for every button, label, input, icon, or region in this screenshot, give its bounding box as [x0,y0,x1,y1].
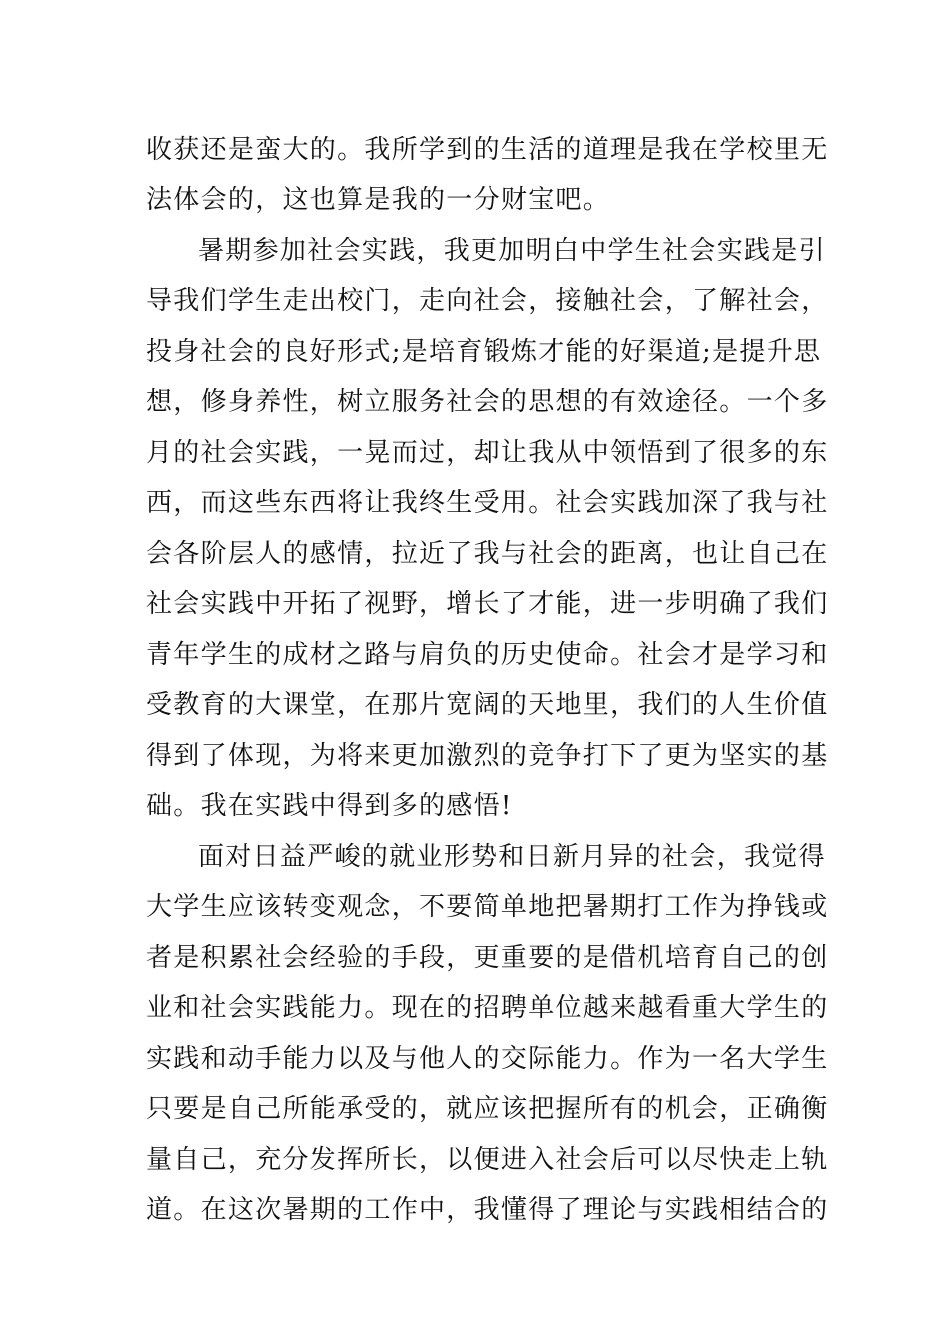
text-line: 业和社会实践能力。现在的招聘单位越来越看重大学生的 [146,993,829,1023]
text-line: 会各阶层人的感情，拉近了我与社会的距离，也让自己在 [146,539,829,569]
text-line: 社会实践中开拓了视野，增长了才能，进一步明确了我们 [146,589,829,619]
text-line: 实践和动手能力以及与他人的交际能力。作为一名大学生 [146,1044,829,1074]
paragraph-first-line: 面对日益严峻的就业形势和日新月异的社会，我觉得 [198,842,826,872]
text-line: 想，修身养性，树立服务社会的思想的有效途径。一个多 [146,387,829,417]
text-line: 得到了体现，为将来更加激烈的竞争打下了更为坚实的基 [146,741,829,771]
text-line: 受教育的大课堂，在那片宽阔的天地里，我们的人生价值 [146,690,829,720]
text-line: 大学生应该转变观念，不要简单地把暑期打工作为挣钱或 [146,892,829,922]
text-line: 青年学生的成材之路与肩负的历史使命。社会才是学习和 [146,640,829,670]
text-line: 投身社会的良好形式;是培育锻炼才能的好渠道;是提升思 [146,337,822,367]
text-line: 法体会的，这也算是我的一分财宝吧。 [146,185,611,215]
text-line: 只要是自己所能承受的，就应该把握所有的机会，正确衡 [146,1094,829,1124]
paragraph-first-line: 暑期参加社会实践，我更加明白中学生社会实践是引 [198,236,826,266]
text-line: 道。在这次暑期的工作中，我懂得了理论与实践相结合的 [146,1195,829,1225]
text-line: 者是积累社会经验的手段，更重要的是借机培育自己的创 [146,943,829,973]
text-line: 础。我在实践中得到多的感悟! [146,791,513,821]
text-line: 收获还是蛮大的。我所学到的生活的道理是我在学校里无 [146,135,829,165]
text-line: 导我们学生走出校门，走向社会，接触社会，了解社会， [146,286,829,316]
text-line: 量自己，充分发挥所长，以便进入社会后可以尽快走上轨 [146,1145,829,1175]
text-line: 月的社会实践，一晃而过，却让我从中领悟到了很多的东 [146,438,829,468]
text-line: 西，而这些东西将让我终生受用。社会实践加深了我与社 [146,488,829,518]
